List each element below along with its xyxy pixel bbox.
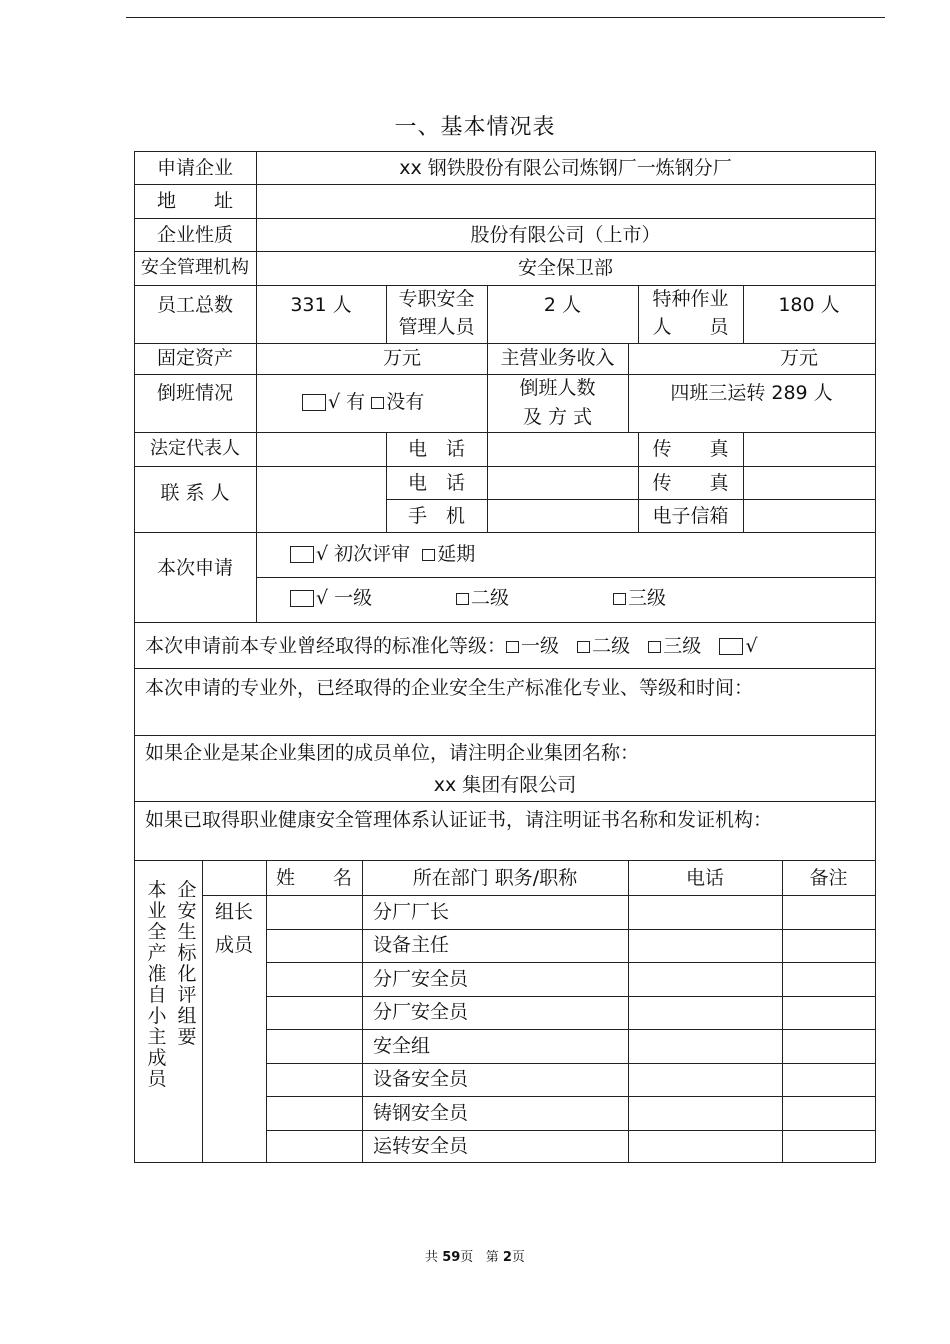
safety-org-value: 安全保卫部: [517, 257, 613, 279]
contact-phone-label: 电 话: [407, 472, 465, 494]
app-level-1-label: 一级: [334, 587, 373, 609]
shift-yes-label: 有: [346, 391, 366, 413]
group-value: xx 集团有限公司: [433, 774, 577, 796]
app-type-initial-checkbox[interactable]: [290, 546, 314, 563]
prev-level-mark: √: [745, 635, 758, 657]
shift-options: [302, 391, 424, 413]
footer-page-number: 2: [502, 1250, 512, 1265]
prev-level-3-checkbox[interactable]: [648, 641, 661, 653]
app-level-3-checkbox[interactable]: [613, 593, 626, 605]
footer-total-pages: 59: [442, 1250, 461, 1265]
app-level-2-checkbox[interactable]: [456, 593, 469, 605]
table-row-dept: 分厂厂长: [373, 901, 450, 923]
shift-count-label-2: 及 方 式: [522, 406, 593, 428]
applicant-label: 申请企业: [156, 157, 233, 179]
footer-total-suffix: 页: [460, 1250, 474, 1265]
team-header-phone: 电话: [685, 867, 724, 889]
prev-level-3-label: 三级: [663, 635, 702, 657]
prev-level-1-label: 一级: [521, 635, 560, 657]
contact-fax-label: 传 真: [652, 472, 729, 494]
contact-label: 联 系 人: [160, 482, 230, 504]
shift-yes-checkbox[interactable]: [302, 394, 326, 411]
shift-count-value: 四班三运转 289 人: [670, 382, 833, 404]
shift-yes-mark: √: [328, 391, 341, 413]
main-income-label: 主营业务收入: [500, 347, 615, 369]
special-ops-value: 180 人: [778, 294, 840, 316]
fixed-assets-label: 固定资产: [156, 347, 233, 369]
shift-no-checkbox[interactable]: [371, 397, 384, 409]
application-label: 本次申请: [156, 557, 233, 579]
team-side-label-col2: 企安生标化评组要: [177, 879, 197, 1048]
prev-level-2-checkbox[interactable]: [577, 641, 590, 653]
nature-label: 企业性质: [156, 224, 233, 246]
special-ops-label-1: 特种作业: [652, 288, 729, 310]
prev-level-text: 本次申请前本专业曾经取得的标准化等级：: [145, 635, 507, 657]
address-label: 地 址: [156, 190, 233, 212]
fulltime-safety-label-2: 管理人员: [398, 316, 475, 338]
employees-value: 331 人: [290, 294, 352, 316]
group-text: 如果企业是某企业集团的成员单位，请注明企业集团名称：: [145, 742, 640, 764]
legal-rep-phone-label: 电 话: [407, 438, 465, 460]
app-type-initial-label: 初次评审: [334, 543, 411, 565]
app-level-1-checkbox[interactable]: [290, 590, 314, 607]
fulltime-safety-label-1: 专职安全: [398, 288, 475, 310]
app-level-3-option: [613, 587, 666, 609]
app-type-extension-label: 延期: [437, 543, 476, 565]
special-ops-label-2: 人 员: [652, 316, 729, 338]
contact-email-label: 电子信箱: [652, 505, 729, 527]
ohs-text: 如果已取得职业健康安全管理体系认证证书，请注明证书名称和发证机构：: [145, 809, 773, 831]
contact-mobile-label: 手 机: [407, 505, 465, 527]
shift-label: 倒班情况: [156, 382, 233, 404]
table-row-dept: 铸钢安全员: [373, 1102, 469, 1124]
prev-level-none-checkbox[interactable]: [719, 638, 743, 655]
app-level-2-label: 二级: [471, 587, 510, 609]
table-row-dept: 运转安全员: [373, 1135, 469, 1157]
employees-label: 员工总数: [156, 294, 233, 316]
footer-total-prefix: 共: [425, 1250, 439, 1265]
page-footer: [0, 1246, 950, 1265]
shift-no-label: 没有: [386, 391, 425, 413]
team-role-member: 成员: [214, 934, 253, 956]
team-header-note: 备注: [809, 867, 848, 889]
table-row-dept: 设备安全员: [373, 1068, 469, 1090]
application-type-options: [290, 543, 475, 565]
app-level-2-option: [456, 587, 509, 609]
table-row-dept: 安全组: [373, 1035, 431, 1057]
prev-level-1-checkbox[interactable]: [506, 641, 519, 653]
fixed-assets-unit: 万元: [383, 347, 422, 369]
main-income-unit: 万元: [780, 347, 819, 369]
app-level-mark: √: [316, 587, 329, 609]
other-specialty-text: 本次申请的专业外，已经取得的企业安全生产标准化专业、等级和时间：: [145, 677, 754, 699]
applicant-value: xx 钢铁股份有限公司炼钢厂一炼钢分厂: [399, 157, 732, 179]
team-header-name: 姓 名: [275, 867, 352, 889]
app-type-mark: √: [316, 543, 329, 565]
page-title: 一、基本情况表: [394, 115, 556, 140]
table-row-dept: 设备主任: [373, 934, 450, 956]
fulltime-safety-value: 2 人: [543, 294, 582, 316]
table-row-dept: 分厂安全员: [373, 968, 469, 990]
application-level-options: [290, 587, 372, 609]
app-type-extension-checkbox[interactable]: [422, 549, 435, 561]
app-level-3-label: 三级: [628, 587, 667, 609]
prev-level-2-label: 二级: [592, 635, 631, 657]
footer-page-suffix: 页: [511, 1250, 525, 1265]
footer-page-prefix: 第: [485, 1250, 499, 1265]
team-role-leader: 组长: [214, 901, 253, 923]
legal-rep-label: 法定代表人: [150, 438, 240, 459]
table-row-dept: 分厂安全员: [373, 1001, 469, 1023]
safety-org-label: 安全管理机构: [141, 257, 249, 278]
shift-count-label-1: 倒班人数: [519, 377, 596, 399]
team-side-label-col1: 本业全产准自小主成员: [147, 879, 167, 1090]
team-header-dept: 所在部门 职务/职称: [412, 867, 578, 889]
nature-value: 股份有限公司（上市）: [470, 224, 661, 246]
prev-level-row: [145, 635, 758, 657]
legal-rep-fax-label: 传 真: [652, 438, 729, 460]
